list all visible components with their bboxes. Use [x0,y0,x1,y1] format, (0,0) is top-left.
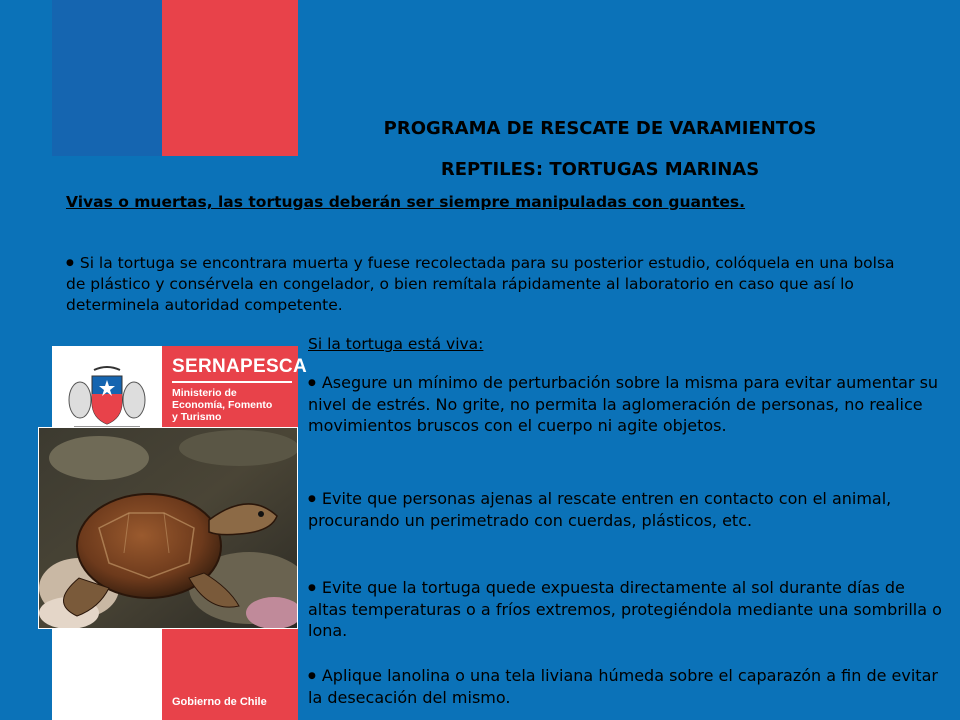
alive-bullet-2 [308,488,944,531]
alive-bullet-1 [308,372,944,436]
brand-name: SERNAPESCA [172,356,307,377]
alive-bullet-3 [308,577,944,641]
dead-turtle-text: Si la tortuga se encontrara muerta y fuese recolectada para su posterior estudio, colóquela en una bolsa de plástico y consérvela en congelador, o bien remítala rápidamente al laboratorio en caso que así lo determinela autoridad competente. [66,254,895,314]
alive-bullet-4 [308,665,944,708]
bullet-icon: ● [308,378,316,388]
brand-ministry: Ministerio de Economía, Fomento y Turismo [172,387,273,423]
gloves-warning: Vivas o muertas, las tortugas deberán ser siempre manipuladas con guantes. [66,193,746,211]
flag-banner-top [52,0,298,156]
alive-bullet-1-text: Asegure un mínimo de perturbación sobre la misma para evitar aumentar su nivel de estrés. No grite, no permita la aglomeración de personas, no realice movimientos bruscos con el cuerpo ni agite objetos. [308,373,939,435]
dead-turtle-bullet [66,253,896,316]
alive-heading: Si la tortuga está viva: [308,335,484,353]
sea-turtle-photo [38,427,298,629]
alive-bullet-3-text: Evite que la tortuga quede expuesta directamente al sol durante días de altas temperaturas o a fríos extremos, protegiéndola mediante una sombrilla o lona. [308,578,942,640]
sernapesca-brand [172,356,307,423]
bullet-icon: ● [308,494,316,504]
bullet-icon: ● [66,258,74,268]
flag-red-stripe [162,0,298,156]
bullet-icon: ● [308,583,316,593]
coat-of-arms-icon [64,364,150,434]
gobierno-footer: Gobierno de Chile [172,696,267,708]
alive-bullet-4-text: Aplique lanolina o una tela liviana húmeda sobre el caparazón a fin de evitar la desecación del mismo. [308,666,938,707]
bullet-icon: ● [308,671,316,681]
flag-blue-stripe [52,0,162,156]
slide-title-line1: PROGRAMA DE RESCATE DE VARAMIENTOS [383,118,817,139]
turtle-image-icon [39,428,297,628]
alive-bullet-2-text: Evite que personas ajenas al rescate entren en contacto con el animal, procurando un perimetrado con cuerdas, plásticos, etc. [308,489,892,530]
slide-title-line2: REPTILES: TORTUGAS MARINAS [440,159,760,180]
brand-divider [172,381,292,383]
